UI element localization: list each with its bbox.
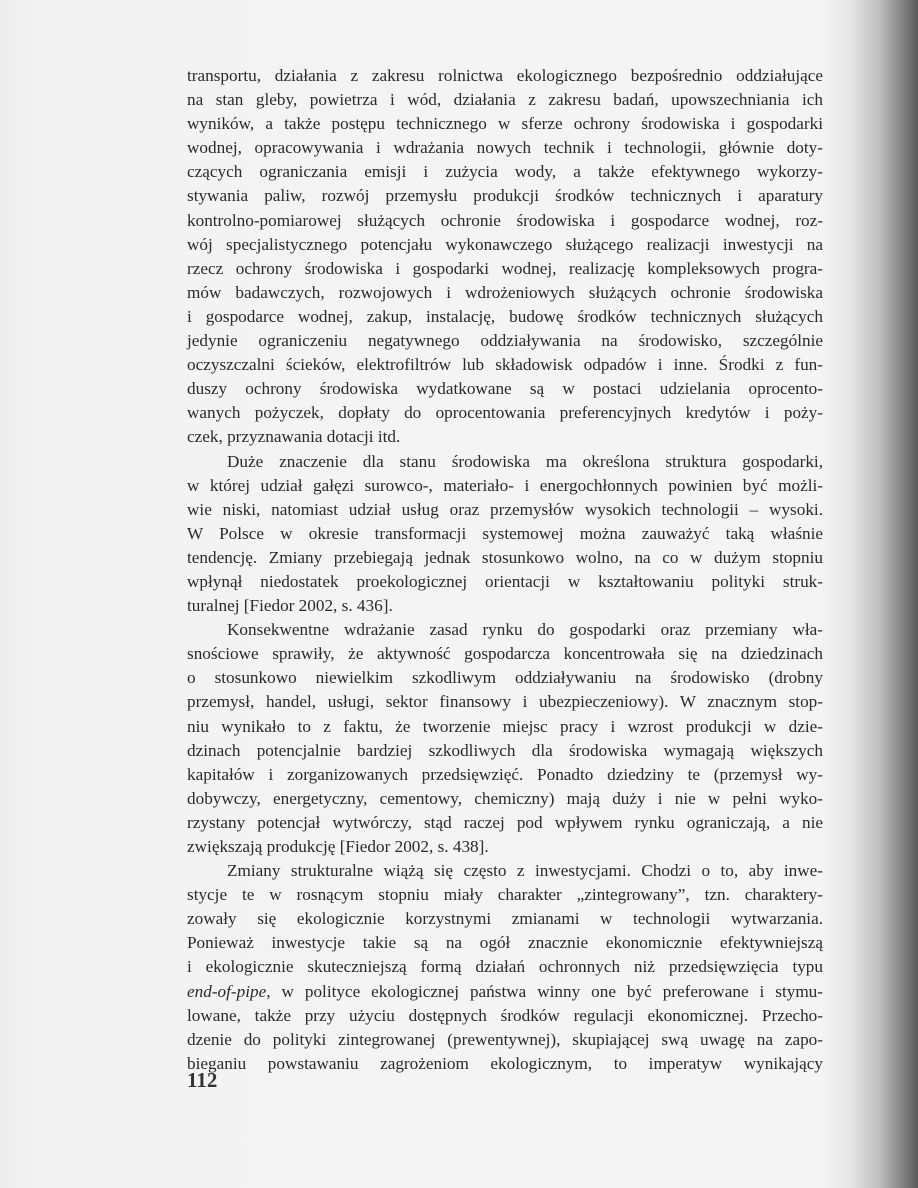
text-line: kontrolno-pomiarowej służących ochronie środowiska i gospodarce wodnej, roz- xyxy=(187,210,823,230)
text-line: rzecz ochrony środowiska i gospodarki wodnej, realizację kompleksowych progra- xyxy=(187,258,823,278)
text-segment: , w polityce ekologicznej państwa winny one być preferowane i stymu- xyxy=(266,981,823,1001)
text-line: W Polsce w okresie transformacji systemowej można zauważyć taką właśnie xyxy=(187,523,823,543)
text-line: kapitałów i zorganizowanych przedsięwzięć. Ponadto dziedziny te (przemysł wy- xyxy=(187,764,823,784)
text-line: wyników, a także postępu technicznego w sferze ochrony środowiska i gospodarki xyxy=(187,114,823,134)
text-line: i gospodarce wodnej, zakup, instalację, budowę środków technicznych służących xyxy=(187,306,823,326)
text-line: Konsekwentne wdrażanie zasad rynku do gospodarki oraz przemiany wła- xyxy=(227,620,823,640)
text-line: oczyszczalni ścieków, elektrofiltrów lub składowisk odpadów i inne. Środki z fun- xyxy=(187,355,823,375)
text-line: turalnej [Fiedor 2002, s. 436]. xyxy=(187,596,393,616)
text-line: bieganiu powstawaniu zagrożeniom ekologicznym, to imperatyw wynikający xyxy=(187,1053,823,1073)
text-line: tendencję. Zmiany przebiegają jednak stosunkowo wolno, na co w dużym stopniu xyxy=(187,547,823,567)
page-number: 112 xyxy=(187,1068,218,1092)
text-line: duszy ochrony środowiska wydatkowane są w postaci udzielania oprocento- xyxy=(187,379,823,399)
text-line: Duże znaczenie dla stanu środowiska ma określona struktura gospodarki, xyxy=(227,451,823,471)
text-line: o stosunkowo niewielkim szkodliwym oddziaływaniu na środowisko (drobny xyxy=(187,668,823,688)
text-line: niu wynikało to z faktu, że tworzenie miejsc pracy i wzrost produkcji w dzie- xyxy=(187,716,823,736)
text-line: wie niski, natomiast udział usług oraz przemysłów wysokich technologii – wysoki. xyxy=(187,499,823,519)
text-line: dobywczy, energetyczny, cementowy, chemiczny) mają duży i nie w pełni wyko- xyxy=(187,788,823,808)
text-line: czek, przyznawania dotacji itd. xyxy=(187,427,401,447)
text-line: dzinach potencjalnie bardziej szkodliwych dla środowiska wymagają większych xyxy=(187,740,823,760)
document-page xyxy=(187,64,823,1076)
text-line: na stan gleby, powietrza i wód, działania z zakresu badań, upowszechniania ich xyxy=(187,90,823,110)
text-line: wodnej, opracowywania i wdrażania nowych technik i technologii, głównie doty- xyxy=(187,138,823,158)
text-line: wój specjalistycznego potencjału wykonawczego służącego realizacji inwestycji na xyxy=(187,234,823,254)
text-line xyxy=(187,980,823,1004)
paragraph xyxy=(187,450,823,619)
text-line: w której udział gałęzi surowco-, materiało- i energochłonnych powinien być możli- xyxy=(187,475,823,495)
paragraph xyxy=(187,618,823,859)
text-line: wpłynął niedostatek proekologicznej orientacji w kształtowaniu polityki struk- xyxy=(187,571,823,591)
text-line: lowane, także przy użyciu dostępnych środków regulacji ekonomicznej. Przecho- xyxy=(187,1005,823,1025)
paragraph xyxy=(187,64,823,450)
paragraph xyxy=(187,859,823,1076)
text-line: Zmiany strukturalne wiążą się często z inwestycjami. Chodzi o to, aby inwe- xyxy=(227,861,823,881)
text-line: i ekologicznie skuteczniejszą formą działań ochronnych niż przedsięwzięcia typu xyxy=(187,957,823,977)
text-line: wanych pożyczek, dopłaty do oprocentowania preferencyjnych kredytów i poży- xyxy=(187,403,823,423)
text-line: zowały się ekologicznie korzystnymi zmianami w technologii wytwarzania. xyxy=(187,909,823,929)
text-line: rzystany potencjał wytwórczy, stąd raczej pod wpływem rynku ograniczają, a nie xyxy=(187,812,823,832)
text-line: transportu, działania z zakresu rolnictwa ekologicznego bezpośrednio oddziałujące xyxy=(187,66,823,85)
text-line: dzenie do polityki zintegrowanej (prewentywnej), skupiającej swą uwagę na zapo- xyxy=(187,1029,823,1049)
text-line: przemysł, handel, usługi, sektor finansowy i ubezpieczeniowy). W znacznym stop- xyxy=(187,692,823,712)
italic-term: end-of-pipe xyxy=(187,981,267,1001)
text-line: jedynie ograniczeniu negatywnego oddziaływania na środowisko, szczególnie xyxy=(187,331,823,351)
text-line: stywania paliw, rozwój przemysłu produkcji środków technicznych i aparatury xyxy=(187,186,823,206)
text-line: stycje te w rosnącym stopniu miały charakter „zintegrowany”, tzn. charaktery- xyxy=(187,885,823,905)
text-line: Ponieważ inwestycje takie są na ogół znacznie ekonomicznie efektywniejszą xyxy=(187,933,823,953)
text-line: mów badawczych, rozwojowych i wdrożeniowych służących ochronie środowiska xyxy=(187,282,823,302)
text-line: snościowe sprawiły, że aktywność gospodarcza koncentrowała się na dziedzinach xyxy=(187,644,823,664)
text-line: czących ograniczania emisji i zużycia wody, a także efektywnego wykorzy- xyxy=(187,162,823,182)
text-line: zwiększają produkcję [Fiedor 2002, s. 438]. xyxy=(187,837,489,856)
